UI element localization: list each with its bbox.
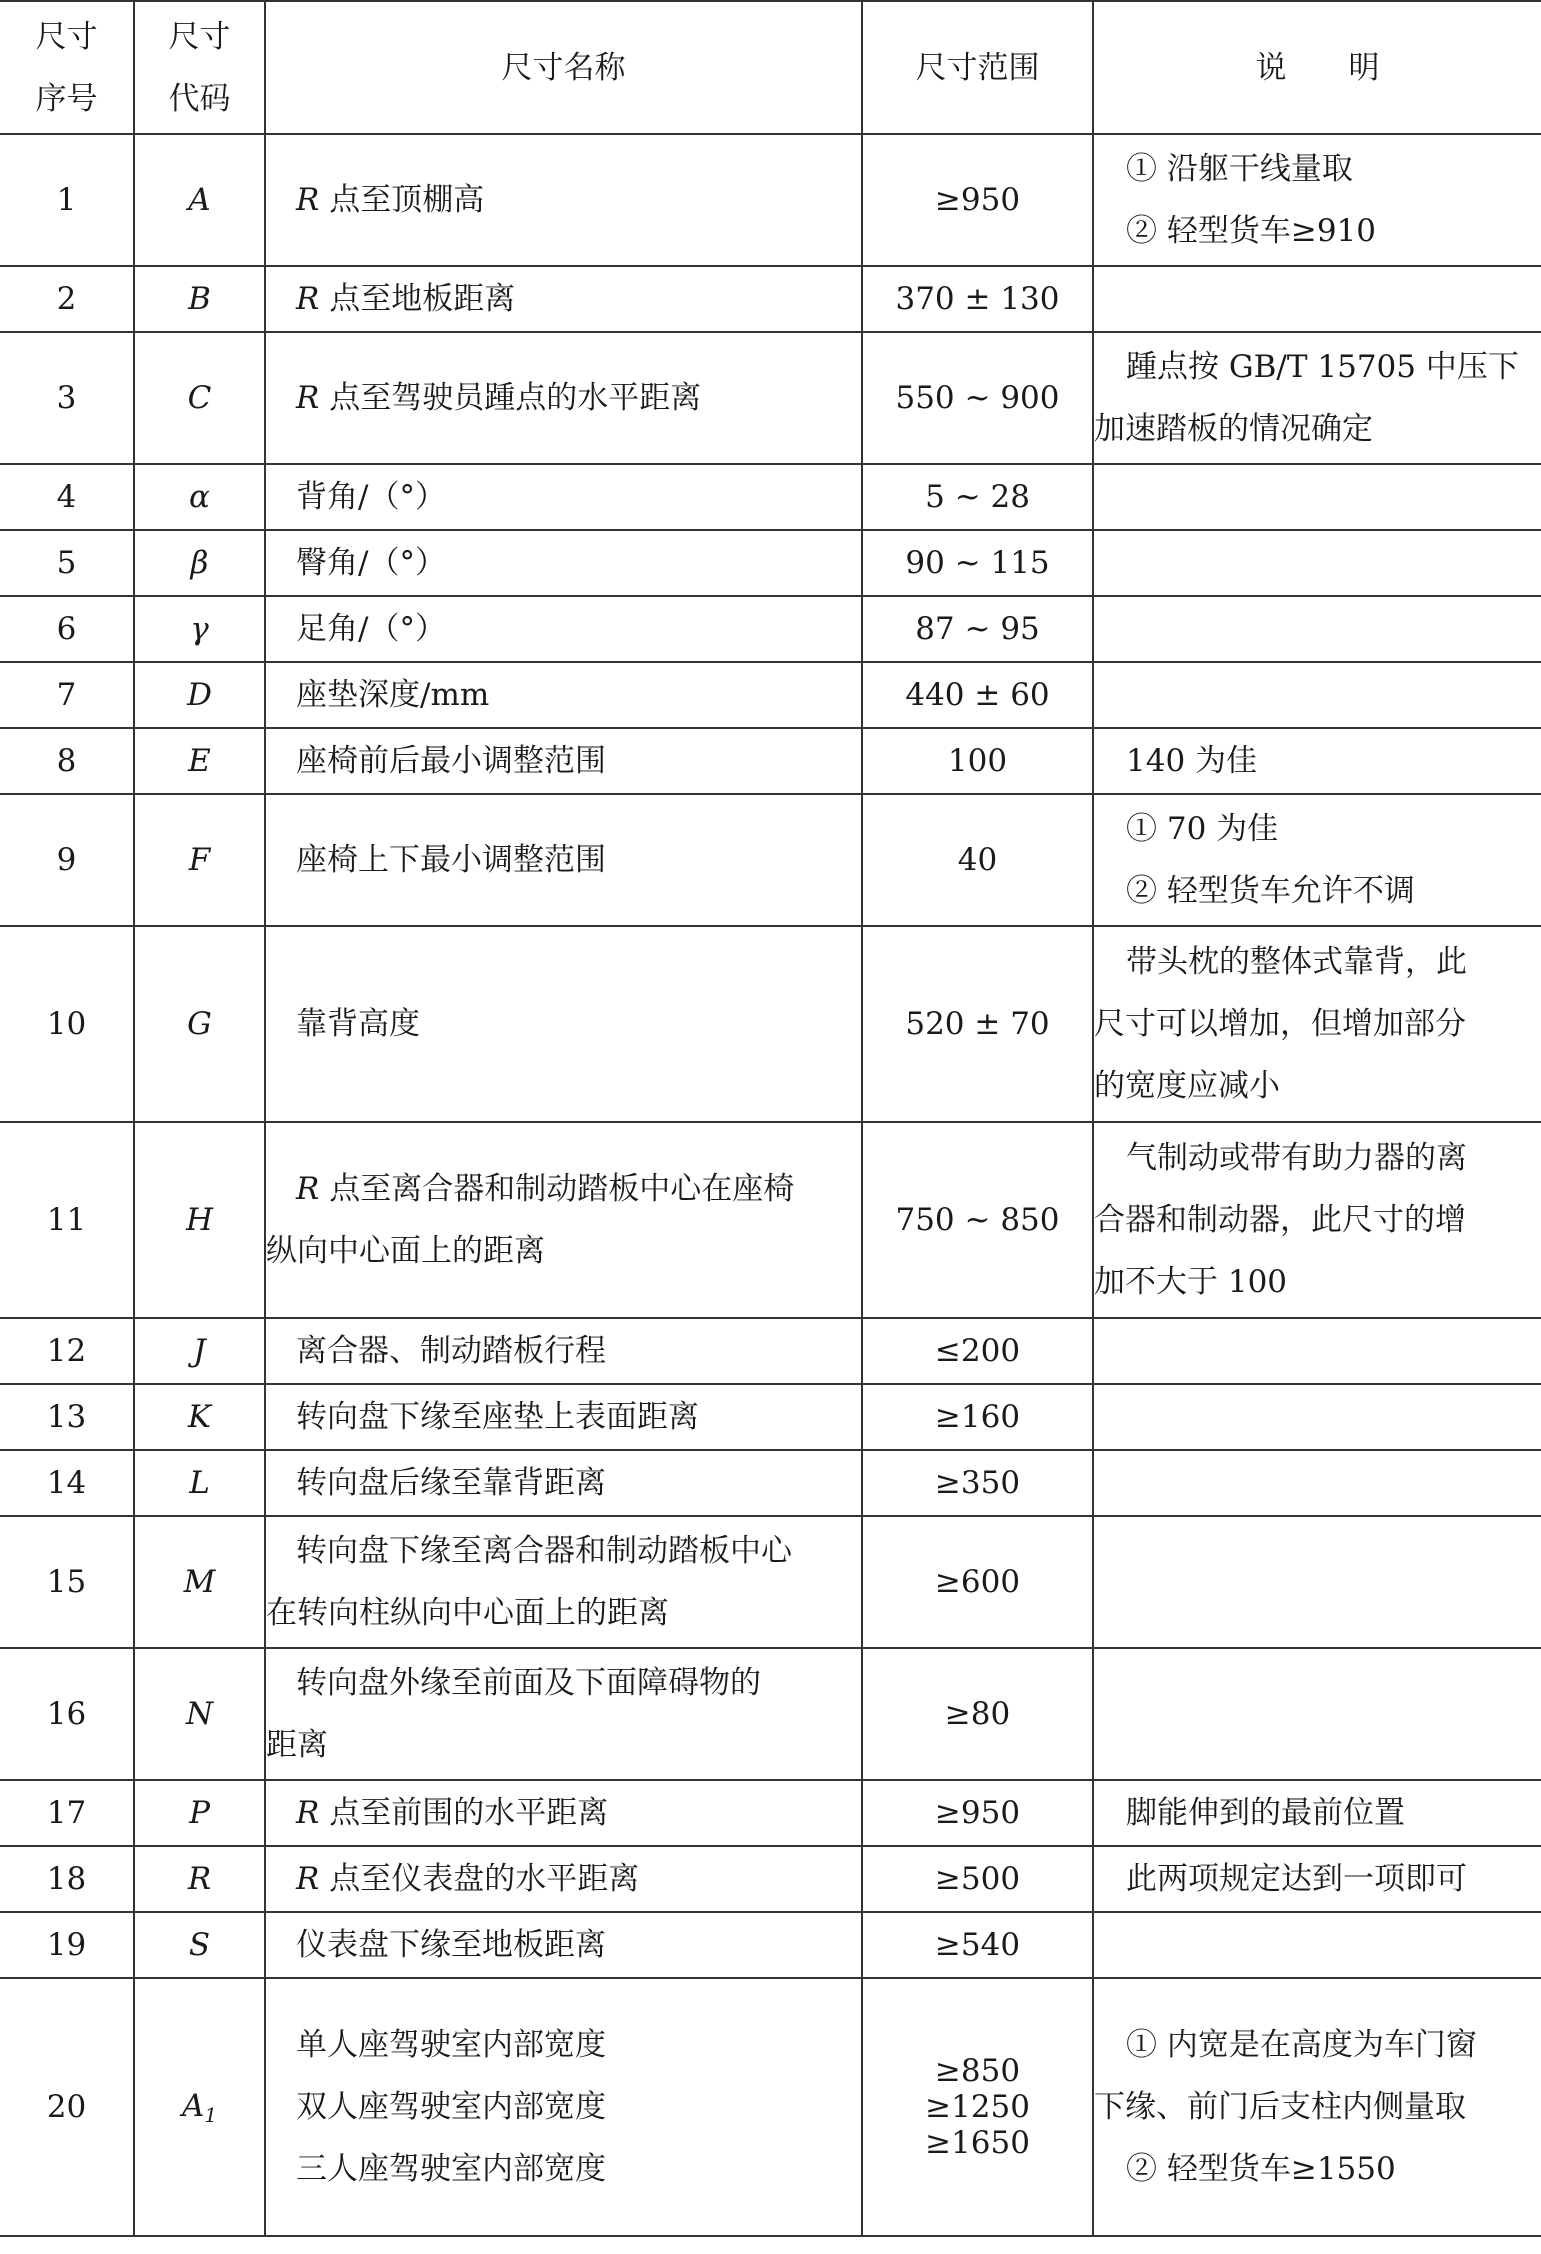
table-row <box>0 134 1541 266</box>
row-name: 转向盘后缘至靠背距离 <box>265 1450 862 1516</box>
row-code: G <box>134 926 265 1122</box>
row-name: R 点至离合器和制动踏板中心在座椅 纵向中心面上的距离 <box>265 1122 862 1318</box>
row-code: M <box>134 1516 265 1648</box>
row-note: ① 内宽是在高度为车门窗 下缘、前门后支柱内侧量取 ② 轻型货车≥1550 <box>1093 1978 1541 2236</box>
row-range: ≥500 <box>862 1846 1093 1912</box>
row-name: R 点至前围的水平距离 <box>265 1780 862 1846</box>
row-code: α <box>134 464 265 530</box>
row-range: 370 ± 130 <box>862 266 1093 332</box>
row-number: 18 <box>0 1846 134 1912</box>
row-code: γ <box>134 596 265 662</box>
row-note: 此两项规定达到一项即可 <box>1093 1846 1541 1912</box>
row-name: R 点至驾驶员踵点的水平距离 <box>265 332 862 464</box>
row-number: 13 <box>0 1384 134 1450</box>
header-dimension-number: 尺寸 序号 <box>0 1 134 134</box>
table-row <box>0 1318 1541 1384</box>
row-name: 仪表盘下缘至地板距离 <box>265 1912 862 1978</box>
row-range: ≥850 ≥1250 ≥1650 <box>862 1978 1093 2236</box>
row-note <box>1093 1318 1541 1384</box>
table-row <box>0 1846 1541 1912</box>
row-code: B <box>134 266 265 332</box>
row-code: D <box>134 662 265 728</box>
row-name: 单人座驾驶室内部宽度 双人座驾驶室内部宽度 三人座驾驶室内部宽度 <box>265 1978 862 2236</box>
row-code: S <box>134 1912 265 1978</box>
row-note <box>1093 530 1541 596</box>
row-range: 87 ~ 95 <box>862 596 1093 662</box>
row-name: 离合器、制动踏板行程 <box>265 1318 862 1384</box>
row-code: E <box>134 728 265 794</box>
row-note <box>1093 1912 1541 1978</box>
row-range: ≥600 <box>862 1516 1093 1648</box>
row-note: ① 70 为佳 ② 轻型货车允许不调 <box>1093 794 1541 926</box>
row-number: 5 <box>0 530 134 596</box>
row-note <box>1093 1648 1541 1780</box>
table-row <box>0 926 1541 1122</box>
table-row <box>0 1978 1541 2236</box>
row-name: 转向盘外缘至前面及下面障碍物的 距离 <box>265 1648 862 1780</box>
row-number: 17 <box>0 1780 134 1846</box>
row-code: C <box>134 332 265 464</box>
row-note: 140 为佳 <box>1093 728 1541 794</box>
table-row <box>0 1122 1541 1318</box>
table-row <box>0 1450 1541 1516</box>
row-note: 脚能伸到的最前位置 <box>1093 1780 1541 1846</box>
row-number: 7 <box>0 662 134 728</box>
row-note: 气制动或带有助力器的离 合器和制动器，此尺寸的增 加不大于 100 <box>1093 1122 1541 1318</box>
row-name: R 点至仪表盘的水平距离 <box>265 1846 862 1912</box>
row-range: 5 ~ 28 <box>862 464 1093 530</box>
table-row <box>0 794 1541 926</box>
row-number: 9 <box>0 794 134 926</box>
table-row <box>0 1780 1541 1846</box>
row-note: ① 沿躯干线量取 ② 轻型货车≥910 <box>1093 134 1541 266</box>
table-row <box>0 596 1541 662</box>
row-name: 座垫深度/mm <box>265 662 862 728</box>
row-code: A <box>134 134 265 266</box>
table-row <box>0 332 1541 464</box>
row-note <box>1093 266 1541 332</box>
row-name: 臀角/（°） <box>265 530 862 596</box>
row-code: J <box>134 1318 265 1384</box>
table-row <box>0 1648 1541 1780</box>
row-code: $A_1$ <box>134 1978 265 2236</box>
row-range: 520 ± 70 <box>862 926 1093 1122</box>
row-range: ≥540 <box>862 1912 1093 1978</box>
row-number: 10 <box>0 926 134 1122</box>
row-number: 20 <box>0 1978 134 2236</box>
row-number: 6 <box>0 596 134 662</box>
row-number: 1 <box>0 134 134 266</box>
row-range: ≥160 <box>862 1384 1093 1450</box>
row-note: 踵点按 GB/T 15705 中压下 加速踏板的情况确定 <box>1093 332 1541 464</box>
row-code: R <box>134 1846 265 1912</box>
table-row <box>0 266 1541 332</box>
row-number: 11 <box>0 1122 134 1318</box>
row-range: ≤200 <box>862 1318 1093 1384</box>
row-code: H <box>134 1122 265 1318</box>
row-name: 座椅前后最小调整范围 <box>265 728 862 794</box>
table-row <box>0 662 1541 728</box>
table-row <box>0 530 1541 596</box>
row-name: 靠背高度 <box>265 926 862 1122</box>
row-code: L <box>134 1450 265 1516</box>
row-number: 8 <box>0 728 134 794</box>
row-name: 转向盘下缘至离合器和制动踏板中心 在转向柱纵向中心面上的距离 <box>265 1516 862 1648</box>
row-name: 足角/（°） <box>265 596 862 662</box>
table-row <box>0 464 1541 530</box>
header-note: 说 明 <box>1093 1 1541 134</box>
row-note <box>1093 596 1541 662</box>
row-note <box>1093 662 1541 728</box>
row-number: 12 <box>0 1318 134 1384</box>
row-note <box>1093 1516 1541 1648</box>
row-number: 14 <box>0 1450 134 1516</box>
row-range: 750 ~ 850 <box>862 1122 1093 1318</box>
row-range: 440 ± 60 <box>862 662 1093 728</box>
row-name: R 点至顶棚高 <box>265 134 862 266</box>
table-header-row <box>0 1 1541 134</box>
row-range: 100 <box>862 728 1093 794</box>
row-range: ≥350 <box>862 1450 1093 1516</box>
header-dimension-range: 尺寸范围 <box>862 1 1093 134</box>
row-name: 背角/（°） <box>265 464 862 530</box>
row-number: 19 <box>0 1912 134 1978</box>
row-note <box>1093 1384 1541 1450</box>
row-range: 90 ~ 115 <box>862 530 1093 596</box>
row-number: 2 <box>0 266 134 332</box>
row-range: ≥950 <box>862 1780 1093 1846</box>
row-range: ≥950 <box>862 134 1093 266</box>
table-row <box>0 1384 1541 1450</box>
row-range: 550 ~ 900 <box>862 332 1093 464</box>
header-dimension-name: 尺寸名称 <box>265 1 862 134</box>
row-note <box>1093 464 1541 530</box>
row-code: K <box>134 1384 265 1450</box>
row-code: N <box>134 1648 265 1780</box>
row-name: 座椅上下最小调整范围 <box>265 794 862 926</box>
row-name: R 点至地板距离 <box>265 266 862 332</box>
row-number: 4 <box>0 464 134 530</box>
row-name: 转向盘下缘至座垫上表面距离 <box>265 1384 862 1450</box>
table-row <box>0 1912 1541 1978</box>
row-number: 16 <box>0 1648 134 1780</box>
table-row <box>0 728 1541 794</box>
table-row <box>0 1516 1541 1648</box>
row-note <box>1093 1450 1541 1516</box>
row-code: β <box>134 530 265 596</box>
row-note: 带头枕的整体式靠背，此 尺寸可以增加，但增加部分 的宽度应减小 <box>1093 926 1541 1122</box>
header-dimension-code: 尺寸 代码 <box>134 1 265 134</box>
row-range: ≥80 <box>862 1648 1093 1780</box>
row-code: F <box>134 794 265 926</box>
row-number: 15 <box>0 1516 134 1648</box>
row-number: 3 <box>0 332 134 464</box>
row-code: P <box>134 1780 265 1846</box>
row-range: 40 <box>862 794 1093 926</box>
